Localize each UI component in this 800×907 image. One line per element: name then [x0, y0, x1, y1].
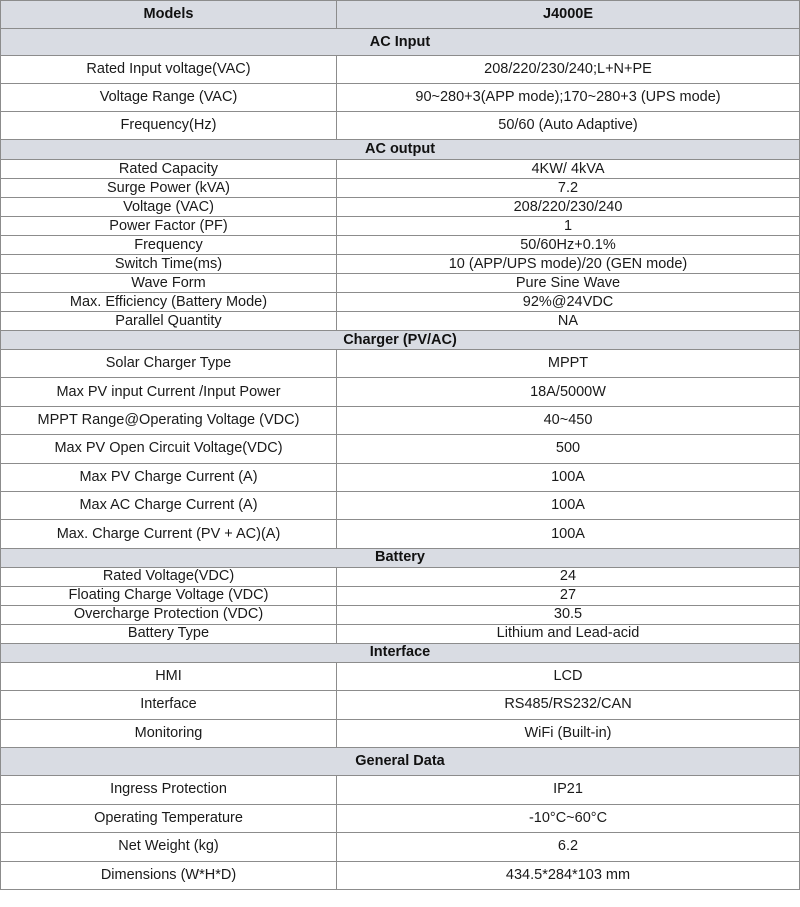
table-row — [1, 350, 800, 378]
table-row — [1, 491, 800, 519]
spec-value: 434.5*284*103 mm — [337, 861, 800, 890]
table-row — [1, 236, 800, 255]
spec-value: Lithium and Lead-acid — [337, 624, 800, 643]
spec-value: 100A — [337, 463, 800, 491]
table-row — [1, 586, 800, 605]
spec-value: 27 — [337, 586, 800, 605]
header-models-label: Models — [1, 1, 337, 29]
spec-value: 7.2 — [337, 179, 800, 198]
spec-label: Frequency — [1, 236, 337, 255]
spec-value: 208/220/230/240 — [337, 198, 800, 217]
table-row — [1, 274, 800, 293]
header-row — [1, 1, 800, 29]
section-ac-output — [1, 140, 800, 160]
spec-label: Voltage (VAC) — [1, 198, 337, 217]
spec-label: Ingress Protection — [1, 776, 337, 805]
table-row — [1, 605, 800, 624]
spec-label: Parallel Quantity — [1, 312, 337, 331]
spec-value: 6.2 — [337, 833, 800, 862]
spec-label: Max. Efficiency (Battery Mode) — [1, 293, 337, 312]
spec-label: Switch Time(ms) — [1, 255, 337, 274]
spec-label: Dimensions (W*H*D) — [1, 861, 337, 890]
spec-value: 50/60 (Auto Adaptive) — [337, 112, 800, 140]
section-charger — [1, 331, 800, 350]
section-title: Interface — [1, 643, 800, 662]
section-title: Charger (PV/AC) — [1, 331, 800, 350]
spec-value: 90~280+3(APP mode);170~280+3 (UPS mode) — [337, 84, 800, 112]
table-row — [1, 84, 800, 112]
spec-label: Max AC Charge Current (A) — [1, 491, 337, 519]
table-row — [1, 833, 800, 862]
table-row — [1, 776, 800, 805]
spec-label: Rated Input voltage(VAC) — [1, 56, 337, 84]
spec-label: Floating Charge Voltage (VDC) — [1, 586, 337, 605]
spec-label: Rated Voltage(VDC) — [1, 567, 337, 586]
spec-label: Max PV Charge Current (A) — [1, 463, 337, 491]
spec-label: Overcharge Protection (VDC) — [1, 605, 337, 624]
table-row — [1, 198, 800, 217]
table-row — [1, 255, 800, 274]
spec-value: -10°C~60°C — [337, 804, 800, 833]
section-ac-input — [1, 29, 800, 56]
section-title: General Data — [1, 748, 800, 776]
spec-label: Surge Power (kVA) — [1, 179, 337, 198]
spec-value: RS485/RS232/CAN — [337, 691, 800, 720]
section-title: AC Input — [1, 29, 800, 56]
table-row — [1, 719, 800, 748]
section-title: Battery — [1, 548, 800, 567]
spec-value: 24 — [337, 567, 800, 586]
section-title: AC output — [1, 140, 800, 160]
spec-value: 50/60Hz+0.1% — [337, 236, 800, 255]
section-interface — [1, 643, 800, 662]
spec-value: Pure Sine Wave — [337, 274, 800, 293]
table-row — [1, 435, 800, 463]
spec-value: 1 — [337, 217, 800, 236]
table-row — [1, 624, 800, 643]
table-row — [1, 217, 800, 236]
spec-label: Battery Type — [1, 624, 337, 643]
header-model-name: J4000E — [337, 1, 800, 29]
spec-value: 40~450 — [337, 406, 800, 434]
spec-label: Monitoring — [1, 719, 337, 748]
spec-label: Max. Charge Current (PV + AC)(A) — [1, 520, 337, 548]
spec-label: Rated Capacity — [1, 160, 337, 179]
spec-value: 18A/5000W — [337, 378, 800, 406]
spec-value: NA — [337, 312, 800, 331]
spec-label: Wave Form — [1, 274, 337, 293]
spec-label: Solar Charger Type — [1, 350, 337, 378]
spec-label: Voltage Range (VAC) — [1, 84, 337, 112]
spec-value: 208/220/230/240;L+N+PE — [337, 56, 800, 84]
table-row — [1, 804, 800, 833]
table-row — [1, 567, 800, 586]
table-row — [1, 520, 800, 548]
spec-value: WiFi (Built-in) — [337, 719, 800, 748]
section-battery — [1, 548, 800, 567]
table-row — [1, 691, 800, 720]
spec-label: Power Factor (PF) — [1, 217, 337, 236]
table-row — [1, 112, 800, 140]
table-row — [1, 406, 800, 434]
spec-value: 30.5 — [337, 605, 800, 624]
spec-label: Frequency(Hz) — [1, 112, 337, 140]
spec-label: Max PV input Current /Input Power — [1, 378, 337, 406]
table-row — [1, 312, 800, 331]
table-row — [1, 378, 800, 406]
spec-value: 100A — [337, 520, 800, 548]
spec-value: LCD — [337, 662, 800, 691]
table-row — [1, 662, 800, 691]
spec-value: 100A — [337, 491, 800, 519]
table-row — [1, 293, 800, 312]
table-row — [1, 56, 800, 84]
table-row — [1, 463, 800, 491]
spec-value: MPPT — [337, 350, 800, 378]
spec-value: 4KW/ 4kVA — [337, 160, 800, 179]
spec-label: Net Weight (kg) — [1, 833, 337, 862]
spec-label: Interface — [1, 691, 337, 720]
spec-label: Max PV Open Circuit Voltage(VDC) — [1, 435, 337, 463]
table-row — [1, 861, 800, 890]
spec-label: Operating Temperature — [1, 804, 337, 833]
spec-label: HMI — [1, 662, 337, 691]
table-row — [1, 160, 800, 179]
spec-value: 500 — [337, 435, 800, 463]
spec-value: 10 (APP/UPS mode)/20 (GEN mode) — [337, 255, 800, 274]
table-row — [1, 179, 800, 198]
spec-value: 92%@24VDC — [337, 293, 800, 312]
spec-label: MPPT Range@Operating Voltage (VDC) — [1, 406, 337, 434]
spec-value: IP21 — [337, 776, 800, 805]
section-general — [1, 748, 800, 776]
